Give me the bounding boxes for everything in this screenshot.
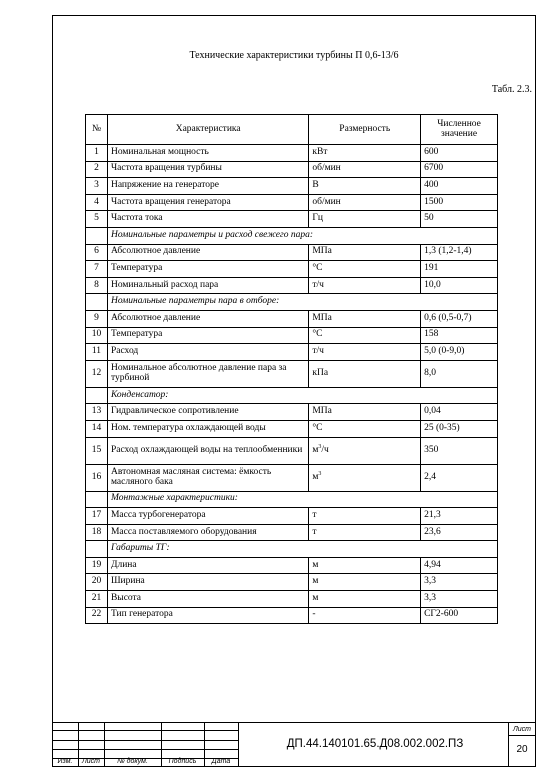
- section-number-cell: [86, 294, 108, 311]
- section-number-cell: [86, 387, 108, 404]
- row-characteristic: Длина: [107, 557, 308, 574]
- row-number: 15: [86, 437, 108, 464]
- section-title: Монтажные характеристики:: [107, 491, 497, 508]
- row-characteristic: Автономная масляная система: ёмкость масляного бака: [107, 464, 308, 491]
- row-value: 1,3 (1,2-1,4): [421, 244, 498, 261]
- row-characteristic: Частота вращения генератора: [107, 194, 308, 211]
- row-unit: МПа: [309, 244, 421, 261]
- row-value: 600: [421, 145, 498, 162]
- row-value: 0,04: [421, 404, 498, 421]
- table-row: [86, 261, 498, 278]
- row-number: 5: [86, 211, 108, 228]
- header-value: Численное значение: [421, 115, 498, 145]
- table-row: [86, 591, 498, 608]
- row-characteristic: Температура: [107, 327, 308, 344]
- table-row: [86, 211, 498, 228]
- row-number: 18: [86, 524, 108, 541]
- table-row: [86, 464, 498, 491]
- section-row: [86, 541, 498, 558]
- table-row: [86, 557, 498, 574]
- row-value: 5,0 (0-9,0): [421, 344, 498, 361]
- row-unit: °С: [309, 327, 421, 344]
- row-characteristic: Высота: [107, 591, 308, 608]
- row-number: 17: [86, 508, 108, 525]
- section-title: Габариты ТГ:: [107, 541, 497, 558]
- row-unit: об/мин: [309, 161, 421, 178]
- row-unit: об/мин: [309, 194, 421, 211]
- table-row: [86, 524, 498, 541]
- table-row: [86, 178, 498, 195]
- table-row: [86, 244, 498, 261]
- row-value: 8,0: [421, 360, 498, 387]
- row-unit: т/ч: [309, 277, 421, 294]
- row-characteristic: Ширина: [107, 574, 308, 591]
- row-value: 10,0: [421, 277, 498, 294]
- table-row: [86, 161, 498, 178]
- stamp-label-change: Изм.: [57, 758, 73, 765]
- stamp-label-date: Дата: [211, 758, 231, 765]
- row-unit: В: [309, 178, 421, 195]
- section-number-cell: [86, 541, 108, 558]
- section-row: [86, 387, 498, 404]
- sheet-label: Лист: [512, 726, 532, 733]
- row-unit: м: [309, 591, 421, 608]
- row-characteristic: Номинальная мощность: [107, 145, 308, 162]
- row-number: 19: [86, 557, 108, 574]
- row-unit: [309, 464, 421, 491]
- table-row: [86, 194, 498, 211]
- row-value: 3,3: [421, 591, 498, 608]
- row-unit: [309, 437, 421, 464]
- table-header-row: [86, 115, 498, 145]
- row-unit: °С: [309, 261, 421, 278]
- row-characteristic: Масса турбогенератора: [107, 508, 308, 525]
- row-unit: кВт: [309, 145, 421, 162]
- row-characteristic: Абсолютное давление: [107, 310, 308, 327]
- row-unit: т: [309, 524, 421, 541]
- row-number: 3: [86, 178, 108, 195]
- row-characteristic: Расход: [107, 344, 308, 361]
- row-unit: м: [309, 557, 421, 574]
- row-value: 25 (0-35): [421, 420, 498, 437]
- row-characteristic: Частота тока: [107, 211, 308, 228]
- header-number: №: [86, 115, 108, 145]
- row-characteristic: Номинальный расход пара: [107, 277, 308, 294]
- unit-base: м: [312, 444, 319, 455]
- section-number-cell: [86, 491, 108, 508]
- row-number: 4: [86, 194, 108, 211]
- spec-table: [85, 114, 498, 624]
- row-characteristic: Масса поставляемого оборудования: [107, 524, 308, 541]
- row-number: 2: [86, 161, 108, 178]
- row-number: 20: [86, 574, 108, 591]
- row-unit: -: [309, 607, 421, 624]
- unit-base: м: [312, 471, 319, 482]
- header-characteristic: Характеристика: [107, 115, 308, 145]
- row-number: 16: [86, 464, 108, 491]
- row-characteristic: Абсолютное давление: [107, 244, 308, 261]
- row-number: 1: [86, 145, 108, 162]
- row-characteristic: Тип генератора: [107, 607, 308, 624]
- row-unit: т: [309, 508, 421, 525]
- row-unit: кПа: [309, 360, 421, 387]
- row-characteristic: Номинальное абсолютное давление пара за турбиной: [107, 360, 308, 387]
- row-number: 22: [86, 607, 108, 624]
- table-row: [86, 574, 498, 591]
- section-row: [86, 491, 498, 508]
- unit-suffix: /ч: [321, 444, 329, 455]
- section-row: [86, 294, 498, 311]
- page-title: Технические характеристики турбины П 0,6-13/6: [189, 50, 399, 61]
- table-row: [86, 327, 498, 344]
- row-number: 11: [86, 344, 108, 361]
- section-title: Номинальные параметры пара в отборе:: [107, 294, 497, 311]
- stamp-label-signature: Подпись: [168, 758, 197, 765]
- row-value: 1500: [421, 194, 498, 211]
- table-row: [86, 508, 498, 525]
- table-row: [86, 145, 498, 162]
- row-unit: м: [309, 574, 421, 591]
- row-characteristic: Гидравлическое сопротивление: [107, 404, 308, 421]
- unit-exponent: 3: [318, 470, 322, 477]
- table-row: [86, 404, 498, 421]
- row-characteristic: Частота вращения турбины: [107, 161, 308, 178]
- row-value: СГ2-600: [421, 607, 498, 624]
- row-value: 50: [421, 211, 498, 228]
- row-unit: т/ч: [309, 344, 421, 361]
- row-characteristic: Напряжение на генераторе: [107, 178, 308, 195]
- stamp-label-doc-number: № докум.: [117, 758, 148, 765]
- title-block-stamp: [52, 722, 536, 767]
- table-row: [86, 344, 498, 361]
- table-label: Табл. 2.3.: [491, 84, 532, 95]
- table-row: [86, 310, 498, 327]
- stamp-label-sheet: Лист: [81, 758, 101, 765]
- row-number: 6: [86, 244, 108, 261]
- row-value: 6700: [421, 161, 498, 178]
- document-code: ДП.44.140101.65.Д08.002.002.ПЗ: [286, 738, 464, 750]
- row-value: 0,6 (0,5-0,7): [421, 310, 498, 327]
- section-title: Конденсатор:: [107, 387, 497, 404]
- row-characteristic: Температура: [107, 261, 308, 278]
- row-value: 4,94: [421, 557, 498, 574]
- row-characteristic: Ном. температура охлаждающей воды: [107, 420, 308, 437]
- row-number: 8: [86, 277, 108, 294]
- table-row: [86, 437, 498, 464]
- row-value: 3,3: [421, 574, 498, 591]
- table-row: [86, 420, 498, 437]
- table-row: [86, 277, 498, 294]
- row-number: 13: [86, 404, 108, 421]
- row-value: 21,3: [421, 508, 498, 525]
- row-value: 158: [421, 327, 498, 344]
- row-unit: Гц: [309, 211, 421, 228]
- row-unit: МПа: [309, 310, 421, 327]
- row-number: 7: [86, 261, 108, 278]
- section-number-cell: [86, 227, 108, 244]
- row-value: 191: [421, 261, 498, 278]
- row-value: 400: [421, 178, 498, 195]
- row-unit: МПа: [309, 404, 421, 421]
- header-unit: Размерность: [309, 115, 421, 145]
- sheet-number: 20: [516, 744, 528, 755]
- row-value: 2,4: [421, 464, 498, 491]
- row-unit: °С: [309, 420, 421, 437]
- row-characteristic: Расход охлаждающей воды на теплообменники: [107, 437, 308, 464]
- table-row: [86, 360, 498, 387]
- row-number: 10: [86, 327, 108, 344]
- row-value: 350: [421, 437, 498, 464]
- row-number: 12: [86, 360, 108, 387]
- row-number: 9: [86, 310, 108, 327]
- row-number: 14: [86, 420, 108, 437]
- row-value: 23,6: [421, 524, 498, 541]
- row-number: 21: [86, 591, 108, 608]
- section-row: [86, 227, 498, 244]
- table-row: [86, 607, 498, 624]
- section-title: Номинальные параметры и расход свежего пара:: [107, 227, 497, 244]
- unit-exponent: 3: [318, 443, 322, 450]
